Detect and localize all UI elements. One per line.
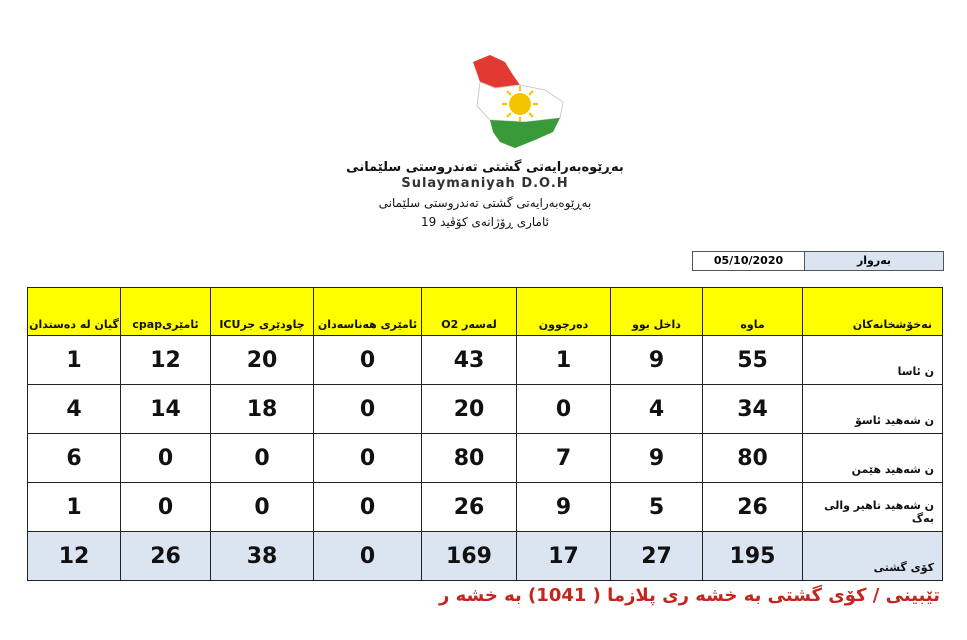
cell-icu: 0 xyxy=(211,483,314,532)
cell-admitted: 9 xyxy=(611,434,703,483)
header-cpap: ئامێریcpap xyxy=(121,288,211,336)
table-row xyxy=(28,483,943,532)
total-on-oxygen: 169 xyxy=(422,532,517,581)
date-box xyxy=(692,251,944,271)
table-header-row xyxy=(28,288,943,336)
cell-cpap: 14 xyxy=(121,385,211,434)
header-remaining: ماوە xyxy=(703,288,803,336)
cell-deaths: 6 xyxy=(28,434,121,483)
cell-discharged: 1 xyxy=(517,336,611,385)
cell-deaths: 1 xyxy=(28,483,121,532)
total-admitted: 27 xyxy=(611,532,703,581)
date-value: 05/10/2020 xyxy=(713,254,784,267)
logo-text-kurdish: بەڕێوەبەرایەتی گشتی تەندروستی سلێمانی xyxy=(346,160,624,175)
cell-deaths: 1 xyxy=(28,336,121,385)
header-hospitals: نەخۆشخانەکان xyxy=(803,288,943,336)
total-deaths: 12 xyxy=(28,532,121,581)
cell-discharged: 0 xyxy=(517,385,611,434)
report-subtitle: ئاماری ڕۆژانەی کۆڤید 19 xyxy=(421,215,549,229)
total-cpap: 26 xyxy=(121,532,211,581)
cell-discharged: 7 xyxy=(517,434,611,483)
hospital-stats-table xyxy=(27,287,943,581)
cell-on-oxygen: 20 xyxy=(422,385,517,434)
cell-icu: 0 xyxy=(211,434,314,483)
cell-on-oxygen: 80 xyxy=(422,434,517,483)
cell-ventilator: 0 xyxy=(314,336,422,385)
cell-cpap: 12 xyxy=(121,336,211,385)
cell-cpap: 0 xyxy=(121,434,211,483)
cell-ventilator: 0 xyxy=(314,483,422,532)
hospital-name: ن شەهید تاهیر والی بەگ xyxy=(803,483,943,532)
cell-icu: 20 xyxy=(211,336,314,385)
table-row xyxy=(28,385,943,434)
cell-discharged: 9 xyxy=(517,483,611,532)
cell-cpap: 0 xyxy=(121,483,211,532)
total-label: کۆی گشتی xyxy=(803,532,943,581)
cell-admitted: 9 xyxy=(611,336,703,385)
cell-on-oxygen: 43 xyxy=(422,336,517,385)
header-ventilator: ئامێری هەناسەدان xyxy=(314,288,422,336)
logo-text-english: Sulaymaniyah D.O.H xyxy=(401,176,569,191)
cell-deaths: 4 xyxy=(28,385,121,434)
cell-remaining: 26 xyxy=(703,483,803,532)
total-discharged: 17 xyxy=(517,532,611,581)
total-remaining: 195 xyxy=(703,532,803,581)
cell-admitted: 4 xyxy=(611,385,703,434)
header-discharged: دەرچوون xyxy=(517,288,611,336)
total-icu: 38 xyxy=(211,532,314,581)
cell-remaining: 34 xyxy=(703,385,803,434)
total-ventilator: 0 xyxy=(314,532,422,581)
header-admitted: داخل بوو xyxy=(611,288,703,336)
table-row xyxy=(28,434,943,483)
header-icu: چاودێری جرICU xyxy=(211,288,314,336)
hospital-name: ن شەهید هێمن xyxy=(803,434,943,483)
hospital-name: ن شەهید ئاسۆ xyxy=(803,385,943,434)
cell-ventilator: 0 xyxy=(314,434,422,483)
date-label: بەروار xyxy=(804,252,943,270)
total-row xyxy=(28,532,943,581)
cell-icu: 18 xyxy=(211,385,314,434)
hospital-name: ن ئاسا xyxy=(803,336,943,385)
table-row xyxy=(28,336,943,385)
header-deaths: گیان لە دەستدان xyxy=(28,288,121,336)
header-on-oxygen: لەسەر O2 xyxy=(422,288,517,336)
cell-on-oxygen: 26 xyxy=(422,483,517,532)
cell-admitted: 5 xyxy=(611,483,703,532)
cell-remaining: 80 xyxy=(703,434,803,483)
health-directorate-logo xyxy=(395,40,595,165)
cell-ventilator: 0 xyxy=(314,385,422,434)
organization-name: بەڕێوەبەرایەتی گشتی تەندروستی سلێمانی xyxy=(378,196,592,210)
cell-remaining: 55 xyxy=(703,336,803,385)
plasma-donor-note: تێبینی / کۆی گشتی بە خشە ری پلازما ( 1041) بە خشە ر xyxy=(439,585,940,606)
